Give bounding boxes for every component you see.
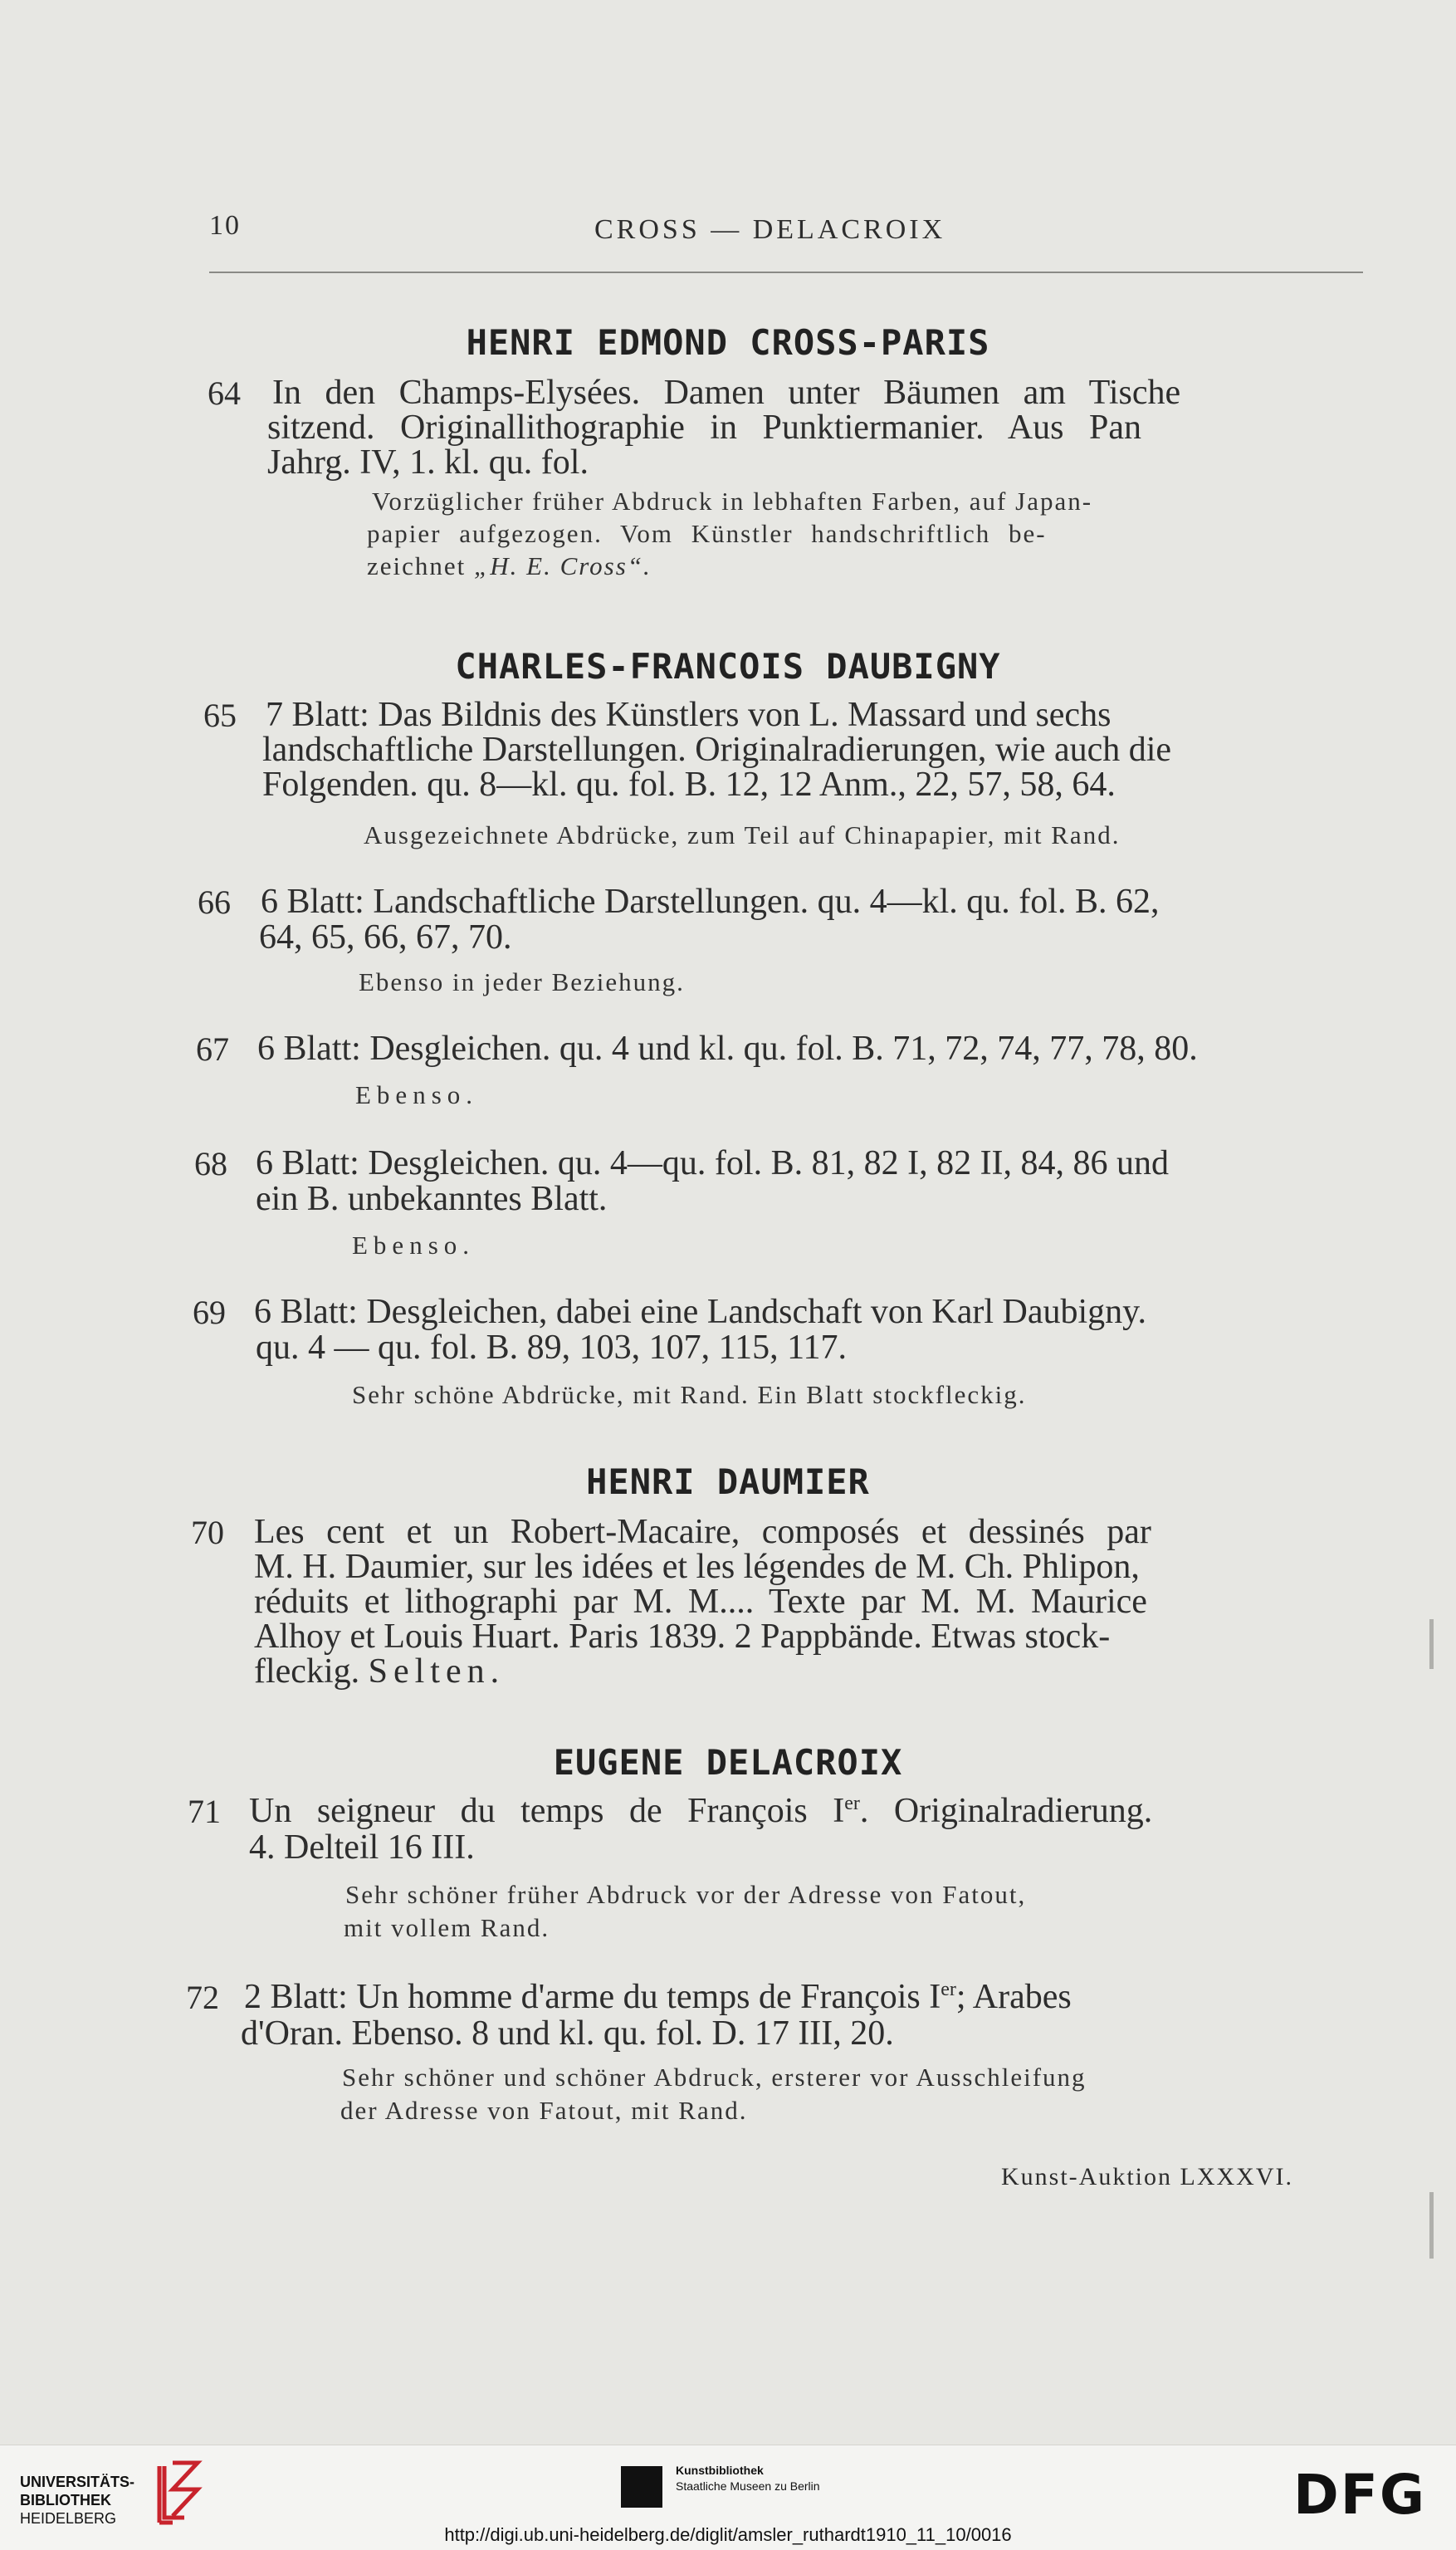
lot-text: fleckig. bbox=[254, 1652, 369, 1691]
lot-text-line: 64, 65, 66, 67, 70. bbox=[259, 918, 512, 957]
lot-text-line: 6 Blatt: Desgleichen. qu. 4—qu. fol. B. 81, 82 I, 82 II, 84, 86 und bbox=[256, 1144, 1170, 1182]
lot-text-line bbox=[249, 1794, 1152, 1828]
logo-text: UNIVERSITÄTS- bbox=[20, 2474, 135, 2490]
scan-edge-mark bbox=[1429, 1619, 1434, 1669]
lot-text-line: 4. Delteil 16 III. bbox=[249, 1828, 475, 1867]
kunstbibliothek-name: Kunstbibliothek bbox=[676, 2464, 764, 2477]
lot-note-line: Sehr schöner und schöner Abdruck, ersterer vor Ausschleifung bbox=[342, 2063, 1087, 2092]
lot-text-line: Folgenden. qu. 8—kl. qu. fol. B. 12, 12 Anm., 22, 57, 58, 64. bbox=[262, 766, 1116, 804]
section-heading-delacroix: EUGENE DELACROIX bbox=[553, 1742, 903, 1783]
lot-note-line: der Adresse von Fatout, mit Rand. bbox=[340, 2096, 748, 2125]
lot-number: 70 bbox=[191, 1514, 224, 1551]
dfg-logo[interactable]: DFG bbox=[1293, 2463, 1427, 2527]
lot-note-line: Sehr schöner früher Abdruck vor der Adresse von Fatout, bbox=[345, 1880, 1027, 1909]
lot-text-line: sitzend. Originallithographie in Punktiermanier. Aus Pan bbox=[267, 409, 1142, 447]
lot-text-line: Alhoy et Louis Huart. Paris 1839. 2 Pappbände. Etwas stock- bbox=[254, 1618, 1111, 1656]
lot-note-line: Sehr schöne Abdrücke, mit Rand. Ein Blatt stockfleckig. bbox=[352, 1380, 1027, 1409]
scan-edge-mark bbox=[1429, 2192, 1434, 2259]
lot-note-line: Ebenso. bbox=[352, 1231, 476, 1260]
lot-number: 67 bbox=[196, 1030, 229, 1068]
lot-text-line: ein B. unbekanntes Blatt. bbox=[256, 1180, 608, 1218]
lot-note-line: Ebenso. bbox=[355, 1080, 479, 1109]
lot-text: Un seigneur du temps de François I bbox=[249, 1792, 845, 1830]
lot-note-line: Vorzüglicher früher Abdruck in lebhaften Farben, auf Japan- bbox=[372, 487, 1093, 516]
lot-number: 72 bbox=[186, 1979, 219, 2016]
kunstbibliothek-logo-icon[interactable] bbox=[621, 2466, 662, 2508]
lot-text-line: Jahrg. IV, 1. kl. qu. fol. bbox=[267, 443, 589, 482]
lot-note-line: papier aufgezogen. Vom Künstler handschriftlich be- bbox=[367, 519, 1047, 548]
superscript: er bbox=[844, 1793, 860, 1814]
lot-text-line: 6 Blatt: Desgleichen, dabei eine Landschaft von Karl Daubigny. bbox=[254, 1293, 1146, 1331]
logo-text: HEIDELBERG bbox=[20, 2510, 117, 2527]
superscript: er bbox=[941, 1979, 956, 2000]
header-rule bbox=[209, 272, 1363, 273]
university-library-logo[interactable] bbox=[20, 2473, 134, 2528]
lot-text-line bbox=[244, 1980, 1072, 2014]
section-heading-daubigny: CHARLES-FRANCOIS DAUBIGNY bbox=[455, 646, 1001, 687]
museum-name: Staatliche Museen zu Berlin bbox=[676, 2479, 820, 2493]
lot-number: 69 bbox=[193, 1294, 226, 1331]
lot-text: ; Arabes bbox=[955, 1978, 1072, 2016]
lot-text-line: 6 Blatt: Desgleichen. qu. 4 und kl. qu. fol. B. 71, 72, 74, 77, 78, 80. bbox=[257, 1030, 1198, 1068]
section-heading-cross: HENRI EDMOND CROSS-PARIS bbox=[466, 322, 990, 363]
logo-text: BIBLIOTHEK bbox=[20, 2492, 111, 2508]
lot-note-line: Ausgezeichnete Abdrücke, zum Teil auf Chinapapier, mit Rand. bbox=[364, 820, 1121, 849]
lot-text-line: 6 Blatt: Landschaftliche Darstellungen. qu. 4—kl. qu. fol. B. 62, bbox=[261, 883, 1160, 921]
lot-text-line: landschaftliche Darstellungen. Originalradierungen, wie auch die bbox=[262, 731, 1172, 769]
permalink-url[interactable]: http://digi.ub.uni-heidelberg.de/diglit/amsler_ruthardt1910_11_10/0016 bbox=[444, 2524, 1012, 2545]
lot-text: 2 Blatt: Un homme d'arme du temps de François I bbox=[244, 1978, 941, 2016]
lot-text-line: qu. 4 — qu. fol. B. 89, 103, 107, 115, 117. bbox=[256, 1329, 848, 1367]
university-library-mark-icon bbox=[148, 2456, 204, 2531]
running-head: CROSS — DELACROIX bbox=[594, 214, 946, 245]
lot-note-line: Ebenso in jeder Beziehung. bbox=[359, 967, 685, 996]
lot-number: 71 bbox=[188, 1793, 221, 1830]
lot-note-line: mit vollem Rand. bbox=[344, 1913, 550, 1942]
lot-text-line: d'Oran. Ebenso. 8 und kl. qu. fol. D. 17 III, 20. bbox=[241, 2014, 894, 2053]
lot-number: 65 bbox=[203, 697, 237, 734]
lot-text-line: M. H. Daumier, sur les idées et les légendes de M. Ch. Phlipon, bbox=[254, 1548, 1140, 1586]
lot-text-line bbox=[254, 1654, 505, 1689]
rarity-note: Selten. bbox=[368, 1652, 506, 1691]
lot-note-line bbox=[367, 553, 652, 579]
section-heading-daumier: HENRI DAUMIER bbox=[586, 1461, 870, 1502]
lot-text-line: In den Champs-Elysées. Damen unter Bäumen am Tische bbox=[272, 374, 1181, 412]
page-number: 10 bbox=[209, 210, 241, 241]
lot-number: 64 bbox=[208, 374, 241, 412]
lot-number: 66 bbox=[198, 883, 231, 921]
lot-text-line: réduits et lithographi par M. M.... Texte par M. M. Maurice bbox=[254, 1583, 1147, 1621]
note-text: zeichnet bbox=[367, 551, 475, 580]
lot-number: 68 bbox=[194, 1145, 227, 1182]
kunstbibliothek-label bbox=[676, 2463, 820, 2494]
lot-text-line: Les cent et un Robert-Macaire, composés et dessinés par bbox=[254, 1513, 1151, 1551]
lot-text: . Originalradierung. bbox=[859, 1792, 1153, 1830]
lot-text-line: 7 Blatt: Das Bildnis des Künstlers von L. Massard und sechs bbox=[266, 696, 1112, 734]
catalogue-signature: Kunst-Auktion LXXXVI. bbox=[1001, 2163, 1293, 2190]
artist-signature-text: „H. E. Cross“. bbox=[474, 551, 652, 580]
